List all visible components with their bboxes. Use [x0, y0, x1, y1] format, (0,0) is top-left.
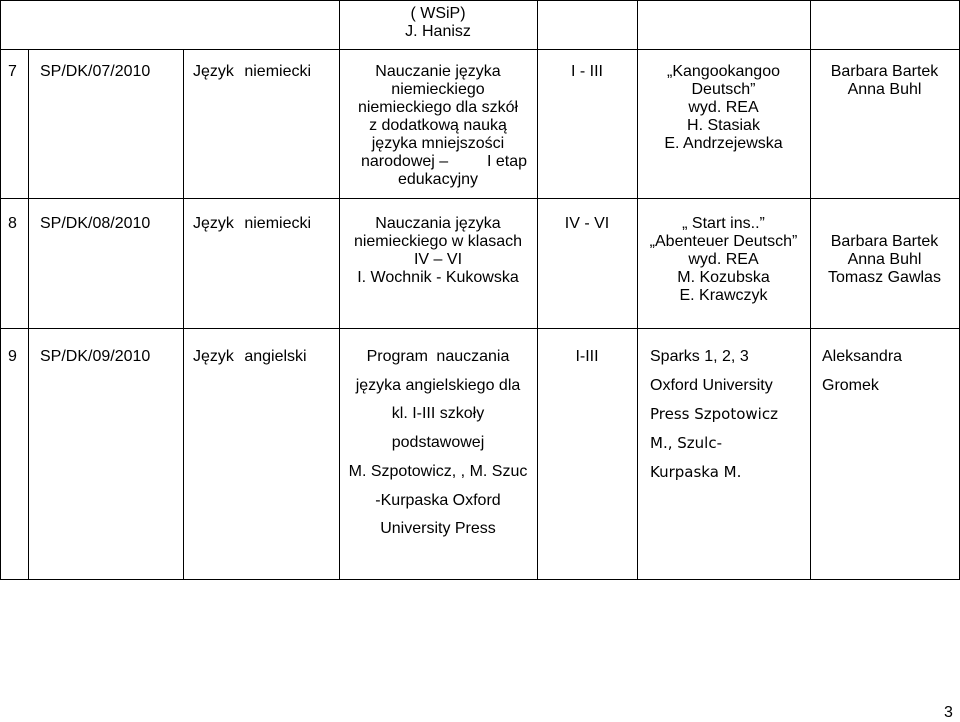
row7-author: Barbara Bartek [830, 63, 939, 80]
row7-program-line: z dodatkową nauką [369, 117, 507, 134]
row7-textbook-line: E. Andrzejewska [664, 135, 783, 152]
page-number: 3 [944, 704, 953, 721]
row7-program-line: narodowej – [361, 153, 449, 170]
row7-textbook-line: wyd. REA [688, 99, 759, 116]
row8-textbook-line: E. Krawczyk [679, 287, 768, 304]
header-fragment [339, 5, 537, 41]
row9-textbook-line: Sparks 1, 2, 3 [650, 348, 749, 365]
row-separator-8 [0, 198, 960, 199]
row9-subject: Język angielski [193, 348, 307, 365]
row7-authors [810, 63, 959, 99]
header-fragment-line2: J. Hanisz [405, 23, 471, 40]
row9-program-line: Program nauczania [366, 348, 510, 365]
row8-author: Barbara Bartek [830, 233, 939, 250]
row9-author: Aleksandra [822, 348, 903, 365]
row7-program-line: edukacyjny [397, 171, 479, 188]
row8-program-line: niemieckiego w klasach [353, 233, 523, 250]
row8-author: Tomasz Gawlas [828, 269, 941, 286]
col-border-0 [0, 0, 1, 580]
row8-textbook [637, 215, 810, 305]
row9-textbook [650, 343, 810, 487]
row7-code: SP/DK/07/2010 [40, 63, 151, 80]
row7-author: Anna Buhl [847, 81, 922, 98]
col-border-2 [183, 49, 184, 580]
row8-textbook-line: „ Start ins..” [682, 215, 765, 232]
row9-program-line: -Kurpaska Oxford [375, 491, 501, 509]
row9-authors [822, 343, 952, 400]
row9-author: Gromek [822, 376, 879, 394]
row7-textbook-line: H. Stasiak [687, 117, 760, 134]
row9-textbook-line: Press Szpotowicz [650, 405, 778, 424]
table-bottom-border [0, 579, 960, 580]
col-border-1 [28, 49, 29, 580]
row8-code: SP/DK/08/2010 [40, 215, 151, 232]
row9-program [339, 343, 537, 544]
row8-textbook-line: wyd. REA [688, 251, 759, 268]
row7-textbook [637, 63, 810, 153]
row8-author: Anna Buhl [847, 251, 922, 268]
row7-textbook-line: „Kangookangoo [667, 63, 780, 80]
table-top-border [0, 0, 960, 1]
row8-textbook-line: M. Kozubska [677, 269, 770, 286]
row7-subject: Język niemiecki [193, 63, 312, 80]
row-separator-9 [0, 328, 960, 329]
row9-code: SP/DK/09/2010 [40, 348, 151, 365]
row8-program-line: I. Wochnik - Kukowska [357, 269, 519, 286]
row9-program-line: kl. I-III szkoły [391, 405, 485, 423]
row7-program [339, 63, 537, 189]
row9-grades: I-III [575, 348, 599, 365]
row8-subject: Język niemiecki [193, 215, 312, 232]
row7-program-line: języka mniejszości [371, 135, 505, 152]
row8-authors [810, 233, 959, 287]
row7-program-line: niemieckiego [391, 81, 485, 98]
row8-textbook-line: „Abenteuer Deutsch” [649, 233, 798, 250]
row8-program [339, 215, 537, 287]
row-separator-7 [0, 49, 960, 50]
row7-program-line: I etap [486, 153, 527, 170]
row9-program-line: języka angielskiego dla [355, 376, 521, 394]
row9-program-line: University Press [380, 520, 496, 538]
header-fragment-line1: ( WSiP) [410, 5, 466, 22]
row7-program-line: Nauczanie języka [375, 63, 501, 80]
row9-textbook-line: Oxford University [650, 376, 773, 394]
row9-program-line: podstawowej [391, 434, 485, 452]
row7-program-line: niemieckiego dla szkół [357, 99, 519, 116]
row8-program-line: IV – VI [413, 251, 463, 268]
row7-grades: I - III [571, 63, 603, 80]
row9-number: 9 [8, 348, 17, 365]
row8-number: 8 [8, 215, 17, 232]
col-border-4 [537, 0, 538, 580]
row9-program-line: M. Szpotowicz, , M. Szuc [348, 462, 528, 480]
row7-number: 7 [8, 63, 17, 80]
row8-grades: IV - VI [564, 215, 610, 232]
row9-textbook-line: Kurpaska M. [650, 462, 742, 481]
row7-textbook-line: Deutsch” [691, 81, 756, 98]
row9-textbook-line: M., Szulc- [650, 434, 722, 453]
row8-program-line: Nauczania języka [375, 215, 501, 232]
